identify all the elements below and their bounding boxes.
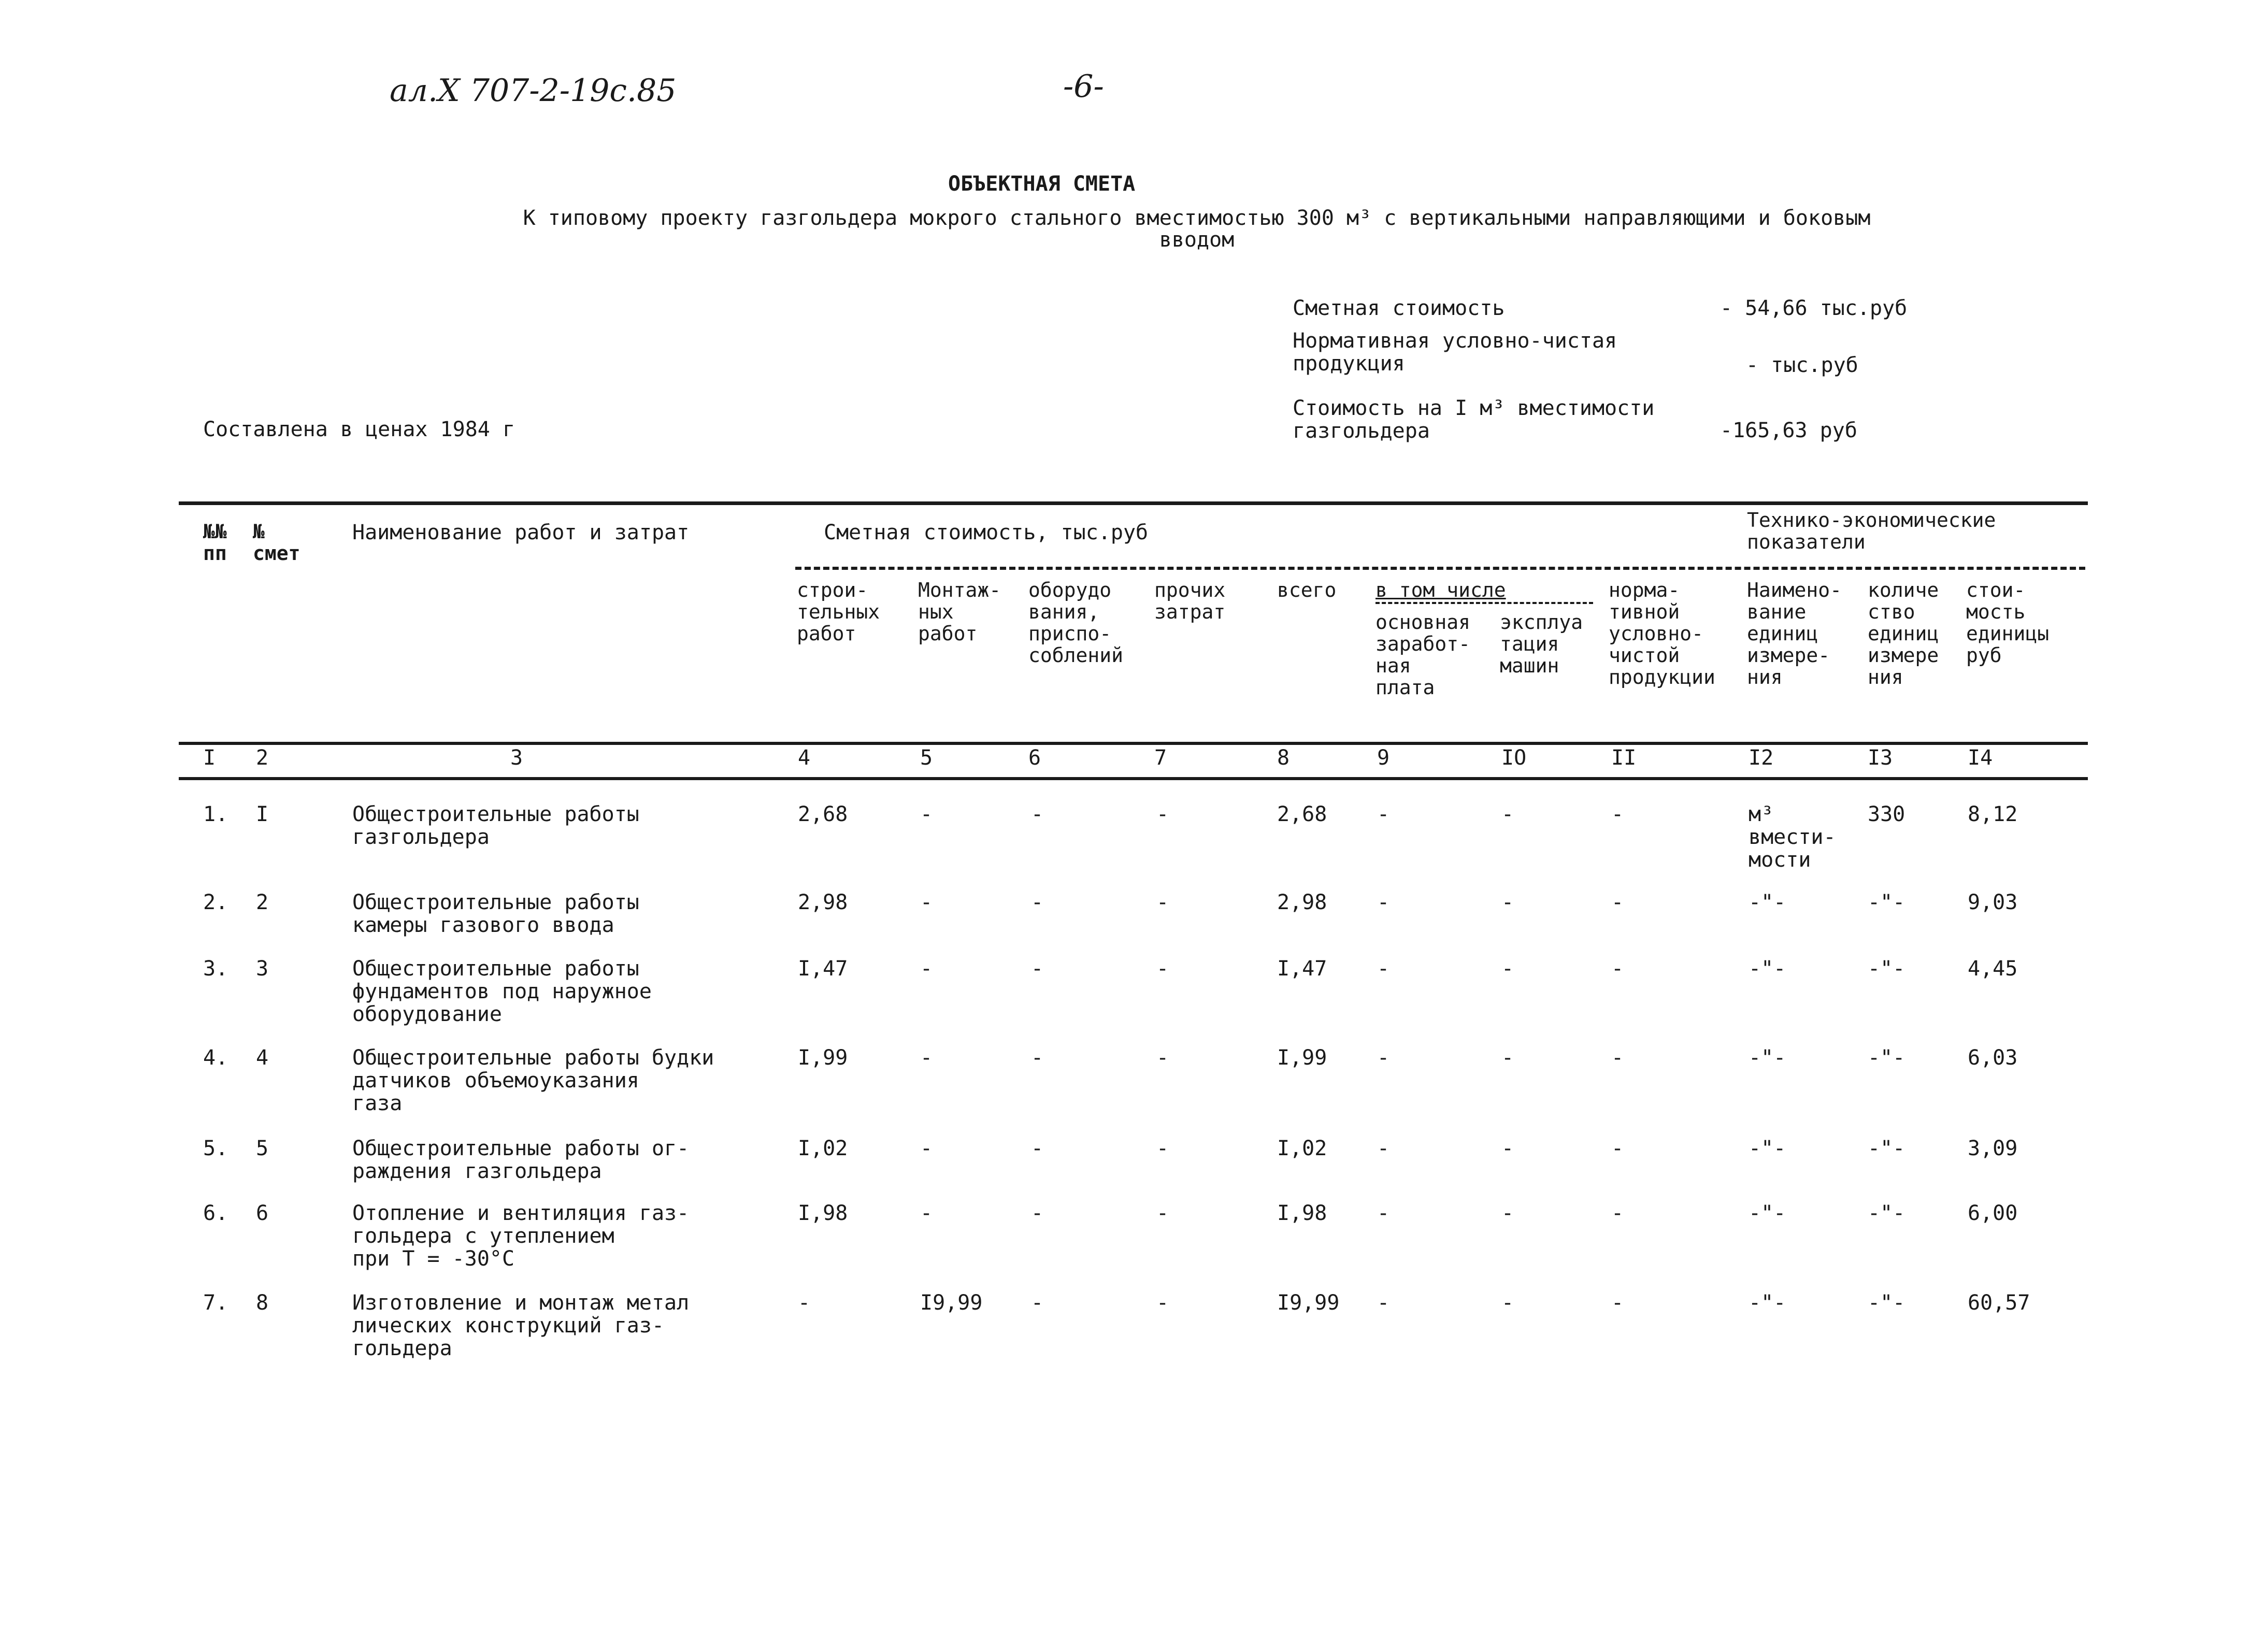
- cell-c7: -: [1156, 1201, 1169, 1225]
- colnum-13: I3: [1868, 746, 1893, 770]
- col1-header: №№ пп: [203, 520, 227, 565]
- cell-c13: -"-: [1868, 1046, 1905, 1070]
- colnum-10: IO: [1501, 746, 1527, 770]
- cell-c6: -: [1031, 957, 1044, 981]
- cell-c10: -: [1501, 890, 1514, 914]
- cell-c9: -: [1377, 802, 1390, 826]
- cell-c14: 6,00: [1968, 1201, 2018, 1225]
- cell-c4: 2,68: [798, 802, 848, 826]
- cell-n: 5.: [203, 1137, 228, 1160]
- cell-c8: I,99: [1277, 1046, 1327, 1070]
- cell-c6: -: [1031, 890, 1044, 914]
- cell-c10: -: [1501, 1137, 1514, 1160]
- cell-c12: -"-: [1749, 957, 1786, 981]
- cell-n: 2.: [203, 890, 228, 914]
- col8-header: всего: [1277, 579, 1337, 601]
- cell-c4: I,47: [798, 957, 848, 981]
- cell-c13: -"-: [1868, 1291, 1905, 1315]
- cell-c5: I9,99: [920, 1291, 983, 1315]
- cell-c6: -: [1031, 1137, 1044, 1160]
- cell-c12: м³ вмести- мости: [1749, 802, 1836, 872]
- page-number: -6-: [1063, 68, 1104, 105]
- cell-c7: -: [1156, 890, 1169, 914]
- cell-c7: -: [1156, 802, 1169, 826]
- cell-c9: -: [1377, 1137, 1390, 1160]
- cell-c4: I,98: [798, 1201, 848, 1225]
- colnum-8: 8: [1277, 746, 1290, 770]
- cell-c13: -"-: [1868, 1201, 1905, 1225]
- cell-c5: -: [920, 890, 933, 914]
- cell-c5: -: [920, 957, 933, 981]
- cell-smeta: 5: [256, 1137, 269, 1160]
- handwritten-code: ал.X 707-2-19с.85: [390, 73, 677, 109]
- cell-name: Общестроительные работы фундаментов под наружное оборудование: [352, 957, 652, 1026]
- colnum-bottom-rule: [179, 777, 2088, 780]
- document-subtitle: К типовому проекту газгольдера мокрого стального вместимостью 300 м³ с вертикальными направляющими и боковым вводом: [523, 206, 1871, 252]
- col6-header: оборудо вания, приспо- соблений: [1028, 579, 1124, 667]
- cell-name: Общестроительные работы газгольдера: [352, 802, 639, 849]
- cell-name: Отопление и вентиляция газ- гольдера с утеплением при Т = -30°С: [352, 1201, 690, 1271]
- cell-c4: 2,98: [798, 890, 848, 914]
- cell-c14: 3,09: [1968, 1137, 2018, 1160]
- normative-product-label: Нормативная условно-чистая продукция: [1293, 329, 1617, 376]
- cell-c5: -: [920, 1137, 933, 1160]
- cell-c9: -: [1377, 1201, 1390, 1225]
- cell-c13: -"-: [1868, 1137, 1905, 1160]
- unit-cost-label: Стоимость на I м³ вместимости газгольдера: [1293, 396, 1655, 443]
- estimated-cost-value: - 54,66 тыс.руб: [1720, 296, 1908, 320]
- tech-group-header: Технико-экономические показатели: [1747, 509, 1996, 553]
- col10-header: эксплуа тация машин: [1500, 611, 1583, 677]
- cell-c4: I,99: [798, 1046, 848, 1070]
- cell-c12: -"-: [1749, 890, 1786, 914]
- document-title: ОБЪЕКТНАЯ СМЕТА: [948, 172, 1136, 196]
- cell-c8: 2,98: [1277, 890, 1327, 914]
- cell-c10: -: [1501, 1201, 1514, 1225]
- cell-smeta: 6: [256, 1201, 269, 1225]
- cell-c8: I9,99: [1277, 1291, 1340, 1315]
- cell-c7: -: [1156, 957, 1169, 981]
- cell-c14: 8,12: [1968, 802, 2018, 826]
- cell-smeta: 4: [256, 1046, 269, 1070]
- cell-n: 7.: [203, 1291, 228, 1315]
- col11-header: норма- тивной условно- чистой продукции: [1609, 579, 1715, 688]
- cell-c13: 330: [1868, 802, 1905, 826]
- cell-smeta: 8: [256, 1291, 269, 1315]
- cell-c6: -: [1031, 1201, 1044, 1225]
- cell-c10: -: [1501, 802, 1514, 826]
- col2-header: № смет: [253, 520, 300, 565]
- cell-name: Общестроительные работы камеры газового ввода: [352, 890, 639, 937]
- col4-header: строи- тельных работ: [797, 579, 880, 645]
- cell-c11: -: [1611, 890, 1624, 914]
- cell-c12: -"-: [1749, 1137, 1786, 1160]
- cell-smeta: 2: [256, 890, 269, 914]
- cell-c13: -"-: [1868, 890, 1905, 914]
- col9-header: основная заработ- ная плата: [1375, 611, 1471, 699]
- cost-group-dash-rule: [795, 567, 2085, 570]
- cell-c7: -: [1156, 1291, 1169, 1315]
- cell-c11: -: [1611, 1137, 1624, 1160]
- colnum-12: I2: [1749, 746, 1774, 770]
- cell-c4: -: [798, 1291, 811, 1315]
- col5-header: Монтаж- ных работ: [918, 579, 1001, 645]
- unit-cost-value: -165,63 руб: [1720, 419, 1857, 442]
- cell-c6: -: [1031, 1291, 1044, 1315]
- cell-c12: -"-: [1749, 1291, 1786, 1315]
- cell-n: 3.: [203, 957, 228, 981]
- colnum-3: 3: [510, 746, 523, 770]
- cell-c5: -: [920, 1046, 933, 1070]
- cell-c8: I,98: [1277, 1201, 1327, 1225]
- cell-c7: -: [1156, 1046, 1169, 1070]
- prices-note: Составлена в ценах 1984 г: [203, 418, 515, 441]
- cell-c8: 2,68: [1277, 802, 1327, 826]
- colnum-6: 6: [1028, 746, 1041, 770]
- cell-c14: 4,45: [1968, 957, 2018, 981]
- cell-c11: -: [1611, 1046, 1624, 1070]
- cell-name: Изготовление и монтаж метал лических конструкций газ- гольдера: [352, 1291, 690, 1360]
- cell-c11: -: [1611, 1291, 1624, 1315]
- col3-header: Наименование работ и затрат: [352, 521, 690, 544]
- cell-n: 4.: [203, 1046, 228, 1070]
- colnum-7: 7: [1154, 746, 1167, 770]
- colnum-2: 2: [256, 746, 269, 770]
- cell-c10: -: [1501, 957, 1514, 981]
- cell-c5: -: [920, 1201, 933, 1225]
- cell-c8: I,47: [1277, 957, 1327, 981]
- colnum-1: I: [203, 746, 216, 770]
- incl-dash-rule: [1375, 602, 1593, 604]
- cell-c14: 6,03: [1968, 1046, 2018, 1070]
- header-bottom-rule: [179, 742, 2088, 745]
- cell-c6: -: [1031, 802, 1044, 826]
- cell-c7: -: [1156, 1137, 1169, 1160]
- cell-smeta: 3: [256, 957, 269, 981]
- cell-c11: -: [1611, 957, 1624, 981]
- normative-product-value: - тыс.руб: [1746, 353, 1858, 377]
- col14-header: стои- мость единицы руб: [1966, 579, 2050, 667]
- colnum-14: I4: [1968, 746, 1993, 770]
- cell-c4: I,02: [798, 1137, 848, 1160]
- colnum-4: 4: [798, 746, 811, 770]
- cell-n: 6.: [203, 1201, 228, 1225]
- cell-c12: -"-: [1749, 1201, 1786, 1225]
- cell-c12: -"-: [1749, 1046, 1786, 1070]
- cell-n: 1.: [203, 802, 228, 826]
- cell-c10: -: [1501, 1046, 1514, 1070]
- table-top-rule: [179, 501, 2088, 505]
- col7-header: прочих затрат: [1154, 579, 1226, 623]
- colnum-11: II: [1611, 746, 1637, 770]
- cell-c5: -: [920, 802, 933, 826]
- cell-c14: 60,57: [1968, 1291, 2030, 1315]
- cell-c10: -: [1501, 1291, 1514, 1315]
- cell-name: Общестроительные работы ог- раждения газгольдера: [352, 1137, 690, 1183]
- cell-c9: -: [1377, 1291, 1390, 1315]
- cell-smeta: I: [256, 802, 269, 826]
- cell-name: Общестроительные работы будки датчиков объемоуказания газа: [352, 1046, 714, 1115]
- cell-c13: -"-: [1868, 957, 1905, 981]
- cell-c9: -: [1377, 1046, 1390, 1070]
- in-that-number-header: в том числе: [1375, 579, 1506, 601]
- estimated-cost-label: Сметная стоимость: [1293, 296, 1505, 320]
- cell-c8: I,02: [1277, 1137, 1327, 1160]
- cell-c14: 9,03: [1968, 890, 2018, 914]
- cost-group-header: Сметная стоимость, тыс.руб: [824, 521, 1149, 544]
- cell-c11: -: [1611, 802, 1624, 826]
- cell-c9: -: [1377, 890, 1390, 914]
- cell-c11: -: [1611, 1201, 1624, 1225]
- col13-header: количе ство единиц измере ния: [1868, 579, 1939, 688]
- cell-c6: -: [1031, 1046, 1044, 1070]
- cell-c9: -: [1377, 957, 1390, 981]
- colnum-5: 5: [920, 746, 933, 770]
- col12-header: Наимено- вание единиц измере- ния: [1747, 579, 1842, 688]
- colnum-9: 9: [1377, 746, 1390, 770]
